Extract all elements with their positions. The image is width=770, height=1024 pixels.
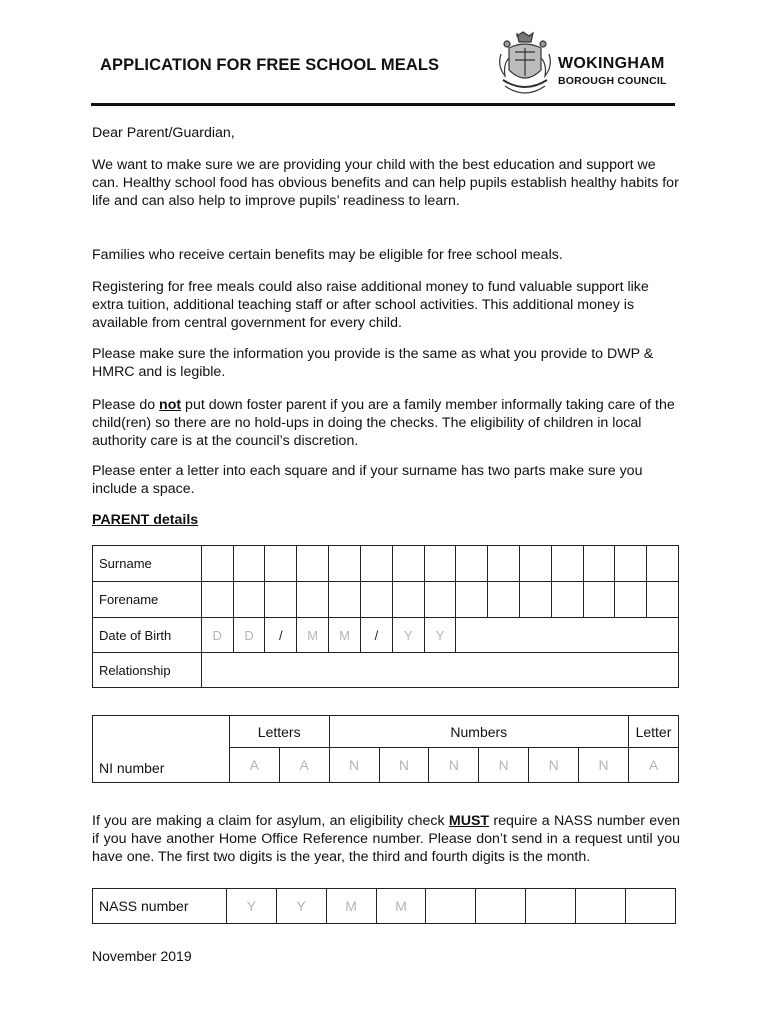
surname-box[interactable] [647, 546, 679, 582]
ni-number-box[interactable]: N [529, 748, 579, 783]
forename-box[interactable] [297, 582, 329, 618]
funding-paragraph: Registering for free meals could also raise additional money to fund valuable support like extra tuition, additional teaching staff or after school activities. This additional money is available from central government for every child. [92, 279, 649, 332]
forename-box[interactable] [520, 582, 552, 618]
forename-box[interactable] [456, 582, 488, 618]
forename-label: Forename [93, 582, 202, 618]
forename-box[interactable] [615, 582, 647, 618]
parent-details-table [92, 545, 679, 688]
nass-year-box[interactable]: Y [226, 889, 276, 924]
nass-text-start: If you are making a claim for asylum, an eligibility check [92, 813, 449, 829]
relationship-input[interactable] [201, 653, 678, 688]
forename-box[interactable] [329, 582, 361, 618]
forename-box[interactable] [392, 582, 424, 618]
nass-box[interactable] [426, 889, 476, 924]
ni-number-box[interactable]: N [329, 748, 379, 783]
surname-box[interactable] [583, 546, 615, 582]
nass-paragraph [92, 812, 680, 867]
surname-label: Surname [93, 546, 202, 582]
dob-year-box[interactable]: Y [392, 618, 424, 653]
nass-month-box[interactable]: M [376, 889, 426, 924]
dob-day-box[interactable]: D [233, 618, 265, 653]
council-name-main: WOKINGHAM [558, 55, 665, 72]
forename-box[interactable] [201, 582, 233, 618]
forename-row [93, 582, 679, 618]
foster-emphasis: not [159, 397, 182, 413]
surname-box[interactable] [360, 546, 392, 582]
dob-day-box[interactable]: D [201, 618, 233, 653]
surname-box[interactable] [520, 546, 552, 582]
dob-month-box[interactable]: M [297, 618, 329, 653]
dob-month-box[interactable]: M [329, 618, 361, 653]
surname-box[interactable] [329, 546, 361, 582]
surname-box[interactable] [201, 546, 233, 582]
relationship-row [93, 653, 679, 688]
foster-text-start: Please do [92, 397, 160, 413]
surname-box[interactable] [551, 546, 583, 582]
nass-box[interactable] [476, 889, 526, 924]
surname-box[interactable] [456, 546, 488, 582]
dob-separator: / [360, 618, 392, 653]
parent-details-heading: PARENT details [92, 512, 199, 528]
forename-box[interactable] [233, 582, 265, 618]
ni-number-box[interactable]: N [479, 748, 529, 783]
surname-row [93, 546, 679, 582]
forename-box[interactable] [647, 582, 679, 618]
forename-box[interactable] [360, 582, 392, 618]
council-name [558, 56, 667, 87]
forename-box[interactable] [424, 582, 456, 618]
ni-letters-header: Letters [229, 716, 329, 748]
ni-letter-box[interactable]: A [229, 748, 279, 783]
ni-letter-box[interactable]: A [279, 748, 329, 783]
nass-box[interactable] [526, 889, 576, 924]
surname-box[interactable] [488, 546, 520, 582]
surname-box[interactable] [297, 546, 329, 582]
page-title: APPLICATION FOR FREE SCHOOL MEALS [100, 56, 440, 74]
surname-box[interactable] [233, 546, 265, 582]
nass-box[interactable] [576, 889, 626, 924]
nass-year-box[interactable]: Y [276, 889, 326, 924]
surname-box[interactable] [392, 546, 424, 582]
nass-number-table [92, 888, 676, 924]
ni-number-box[interactable]: N [379, 748, 429, 783]
header-rule [91, 103, 675, 106]
dob-label: Date of Birth [93, 618, 202, 653]
council-crest-icon [495, 30, 555, 102]
nass-label: NASS number [93, 889, 227, 924]
footer-date: November 2019 [92, 948, 192, 964]
surname-box[interactable] [615, 546, 647, 582]
dob-blank [456, 618, 679, 653]
nass-box[interactable] [626, 889, 676, 924]
relationship-label: Relationship [93, 653, 202, 688]
legibility-paragraph: Please make sure the information you provide is the same as what you provide to DWP & HMRC and is legible. [92, 346, 654, 381]
ni-letter-header: Letter [628, 716, 678, 748]
surname-box[interactable] [424, 546, 456, 582]
ni-suffix-box[interactable]: A [628, 748, 678, 783]
ni-number-table [92, 715, 679, 783]
nass-emphasis: MUST [448, 813, 490, 829]
nass-row [93, 889, 676, 924]
foster-paragraph [92, 396, 680, 451]
greeting: Dear Parent/Guardian, [92, 125, 235, 141]
forename-box[interactable] [488, 582, 520, 618]
ni-number-box[interactable]: N [579, 748, 629, 783]
ni-numbers-header: Numbers [329, 716, 628, 748]
surname-box[interactable] [265, 546, 297, 582]
nass-month-box[interactable]: M [326, 889, 376, 924]
foster-text-end: put down foster parent if you are a family member informally taking care of the child(ren) so there are no hold-ups in doing the checks. The eligibility of children in local authority care is at the council’s discretion. [92, 397, 675, 450]
forename-box[interactable] [583, 582, 615, 618]
ni-number-box[interactable]: N [429, 748, 479, 783]
forename-box[interactable] [551, 582, 583, 618]
council-name-sub: BOROUGH COUNCIL [558, 75, 667, 87]
ni-header-row [93, 716, 679, 748]
nass-text-end: require a NASS number even if you have another Home Office Reference number. Please don’t send in a request until you have one. The first two digits is the year, the third and fourth digits is the month. [92, 813, 680, 866]
instructions-paragraph: Please enter a letter into each square and if your surname has two parts make sure you include a space. [92, 463, 643, 498]
benefits-paragraph: Families who receive certain benefits may be eligible for free school meals. [92, 247, 563, 263]
dob-separator: / [265, 618, 297, 653]
intro-paragraph: We want to make sure we are providing your child with the best education and support we can. Healthy school food has obvious benefits and can help pupils establish healthy habits for life and can also help to improve pupils’ readiness to learn. [92, 157, 679, 210]
ni-label: NI number [93, 716, 230, 783]
forename-box[interactable] [265, 582, 297, 618]
dob-row [93, 618, 679, 653]
dob-year-box[interactable]: Y [424, 618, 456, 653]
